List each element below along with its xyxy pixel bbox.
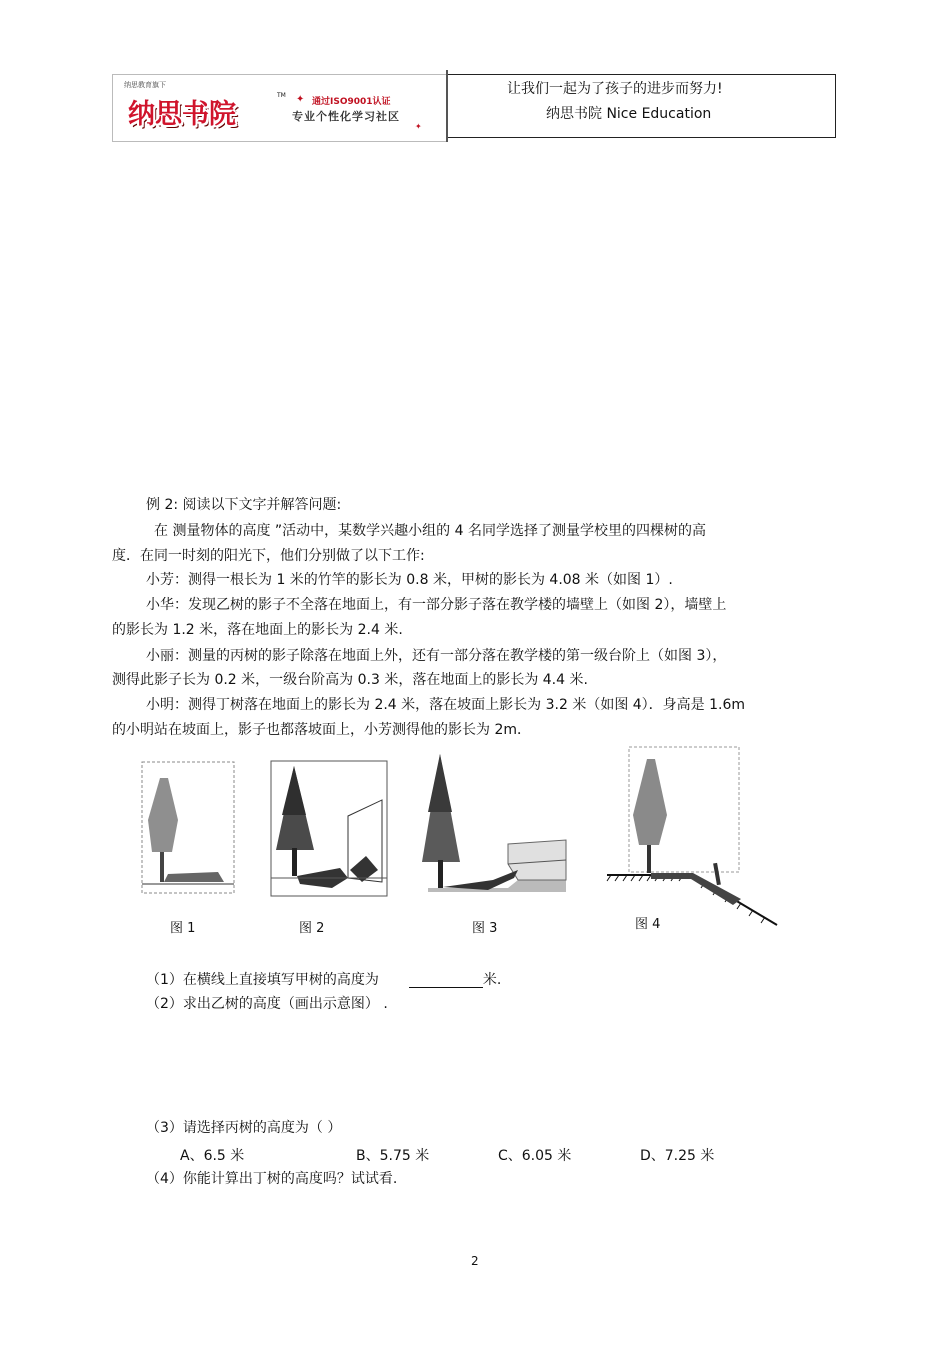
xiaoli-line-2: 测得此影子长为 0.2 米，一级台阶高为 0.3 米，落在地面上的影长为 4.4 米.	[112, 672, 588, 688]
logo-certification: 通过ISO9001认证	[312, 97, 391, 107]
option-c: C、6.05 米	[498, 1148, 572, 1164]
bird-icon: ✦	[296, 94, 305, 105]
xiaohua-line-2: 的影长为 1.2 米，落在地面上的影长为 2.4 米.	[112, 622, 403, 638]
question-2: （2）求出乙树的高度（画出示意图） .	[146, 996, 388, 1012]
xiaoming-line-1: 小明：测得丁树落在地面上的影长为 2.4 米，落在坡面上影长为 3.2 米（如图 4）．身高是 1.6m	[146, 697, 746, 713]
problem-intro-line-1: 在 测量物体的高度 ”活动中，某数学兴趣小组的 4 名同学选择了测量学校里的四棵树的高	[154, 523, 706, 539]
answer-blank[interactable]	[409, 973, 483, 988]
option-b: B、5.75 米	[356, 1148, 430, 1164]
figure-2-image	[270, 760, 388, 897]
xiaohua-line-1: 小华：发现乙树的影子不全落在地面上，有一部分影子落在教学楼的墙壁上（如图 2），墙壁上	[146, 597, 727, 613]
bird-icon-small: ✦	[415, 122, 422, 131]
question-1-text: （1）在横线上直接填写甲树的高度为	[146, 972, 379, 988]
question-1	[146, 972, 501, 988]
logo-trademark: TM	[277, 92, 286, 99]
logo-subtitle: 纳思教育旗下	[124, 81, 166, 89]
question-1-unit: 米.	[482, 972, 502, 988]
header-motto: 让我们一起为了孩子的进步而努力!	[507, 81, 723, 97]
figure-3-image	[418, 752, 568, 897]
problem-intro-line-2: 度．在同一时刻的阳光下，他们分别做了以下工作:	[112, 548, 425, 564]
logo-slogan: 专业个性化学习社区	[292, 110, 400, 123]
figure-4-image	[605, 745, 785, 930]
header-divider	[446, 70, 448, 142]
logo-brand: 纳思书院	[128, 99, 236, 130]
xiaoming-line-2: 的小明站在坡面上，影子也都落坡面上，小芳测得他的影长为 2m．	[112, 722, 531, 738]
xiaoli-line-1: 小丽：测量的丙树的影子除落在地面上外，还有一部分落在教学楼的第一级台阶上（如图 3），	[146, 648, 727, 664]
question-4: （4）你能计算出丁树的高度吗？试试看.	[146, 1171, 398, 1187]
question-3: （3）请选择丙树的高度为（ ）	[146, 1120, 342, 1136]
header-brand-name: 纳思书院 Nice Education	[546, 106, 712, 122]
xiaofang-paragraph: 小芳：测得一根长为 1 米的竹竿的影长为 0.8 米，甲树的影长为 4.08 米（如图 1）.	[146, 572, 673, 588]
figure-3-label: 图 3	[472, 921, 498, 936]
option-a: A、6.5 米	[180, 1148, 245, 1164]
figure-4-label: 图 4	[635, 917, 661, 932]
figure-1-label: 图 1	[170, 921, 196, 936]
problem-title: 例 2: 阅读以下文字并解答问题:	[146, 497, 342, 513]
figure-1-image	[138, 760, 238, 895]
option-d: D、7.25 米	[640, 1148, 715, 1164]
page-number: 2	[471, 1254, 479, 1268]
figure-2-label: 图 2	[299, 921, 325, 936]
